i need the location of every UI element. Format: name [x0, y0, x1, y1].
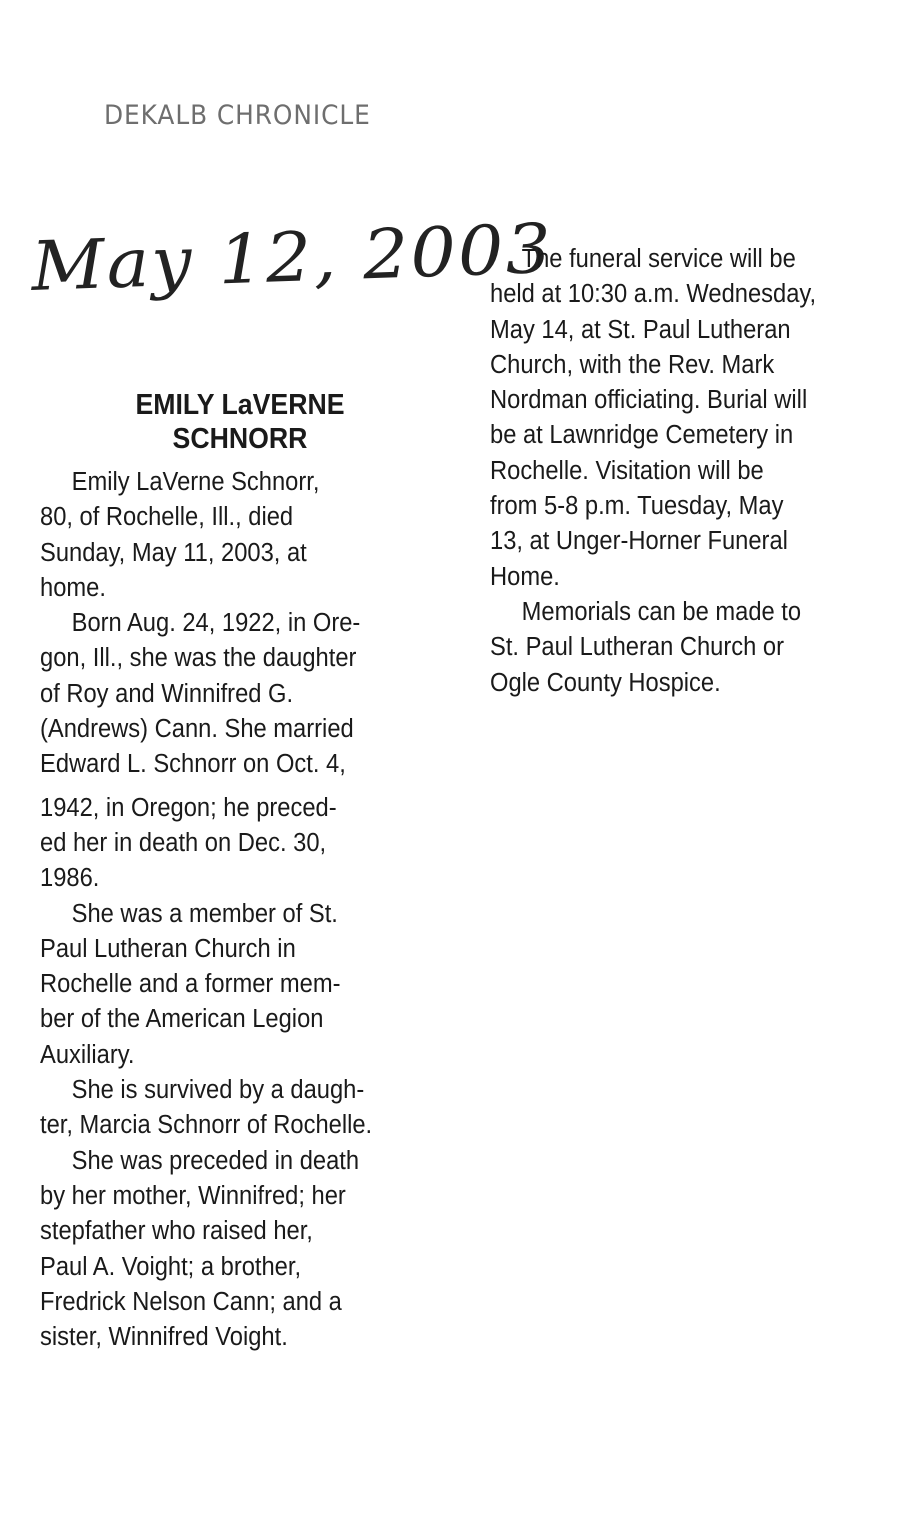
paragraph [40, 606, 372, 896]
text-line: She was a member of St. [71, 899, 338, 928]
headline-line: SCHNORR [172, 423, 308, 455]
paragraph [40, 1144, 372, 1356]
text-line: ed her in death on Dec. 30, [40, 828, 327, 857]
newspaper-stamp: DEKALB CHRONICLE [104, 100, 371, 131]
text-line: ber of the American Legion [40, 1005, 324, 1034]
handwritten-date: May 12, 2003 [30, 209, 555, 307]
text-line: of Roy and Winnifred G. [40, 679, 294, 708]
text-line: She is survived by a daugh- [71, 1076, 365, 1105]
text-line: Edward L. Schnorr on Oct. 4, [40, 750, 346, 779]
text-line: stepfather who raised her, [40, 1217, 313, 1246]
text-line: St. Paul Lutheran Church or [490, 633, 784, 662]
text-line: ter, Marcia Schnorr of Rochelle. [40, 1111, 373, 1140]
text-line: Home. [490, 562, 560, 591]
text-line: She was preceded in death [71, 1146, 360, 1175]
text-line: Church, with the Rev. Mark [490, 350, 775, 379]
text-line: Sunday, May 11, 2003, at [40, 538, 307, 567]
left-column [40, 465, 372, 1355]
text-line: Auxiliary. [40, 1040, 135, 1069]
text-line: be at Lawnridge Cemetery in [490, 421, 794, 450]
text-line: 1986. [40, 864, 100, 893]
text-line: Ogle County Hospice. [490, 668, 721, 697]
text-line: Paul A. Voight; a brother, [40, 1252, 302, 1281]
text-line: Nordman officiating. Burial will [490, 386, 808, 415]
text-line: May 14, at St. Paul Lutheran [490, 315, 791, 344]
paragraph [490, 595, 816, 701]
paragraph [40, 897, 372, 1073]
text-line: Born Aug. 24, 1922, in Ore- [71, 609, 361, 638]
text-line: Rochelle. Visitation will be [490, 456, 764, 485]
text-line: Fredrick Nelson Cann; and a [40, 1287, 342, 1316]
text-line: The funeral service will be [521, 245, 796, 273]
text-line: 1942, in Oregon; he preced- [40, 793, 337, 822]
text-line: Paul Lutheran Church in [40, 934, 296, 963]
obituary-headline [107, 388, 374, 456]
headline-line: EMILY LaVERNE [135, 389, 345, 421]
text-line: by her mother, Winnifred; her [40, 1181, 346, 1210]
right-column [490, 242, 816, 701]
paragraph [490, 242, 816, 595]
text-line: held at 10:30 a.m. Wednesday, [490, 280, 817, 309]
text-line: home. [40, 573, 106, 602]
text-line: 13, at Unger-Horner Funeral [490, 527, 788, 556]
text-line: Memorials can be made to [521, 597, 802, 626]
text-line: (Andrews) Cann. She married [40, 715, 354, 744]
paragraph [40, 1073, 372, 1144]
paragraph [40, 465, 372, 606]
text-line: gon, Ill., she was the daughter [40, 644, 357, 673]
text-line: Rochelle and a former mem- [40, 970, 341, 999]
text-line: Emily LaVerne Schnorr, [71, 468, 320, 496]
text-line: sister, Winnifred Voight. [40, 1323, 288, 1352]
text-line: 80, of Rochelle, Ill., died [40, 503, 294, 532]
text-line: from 5-8 p.m. Tuesday, May [490, 492, 784, 521]
